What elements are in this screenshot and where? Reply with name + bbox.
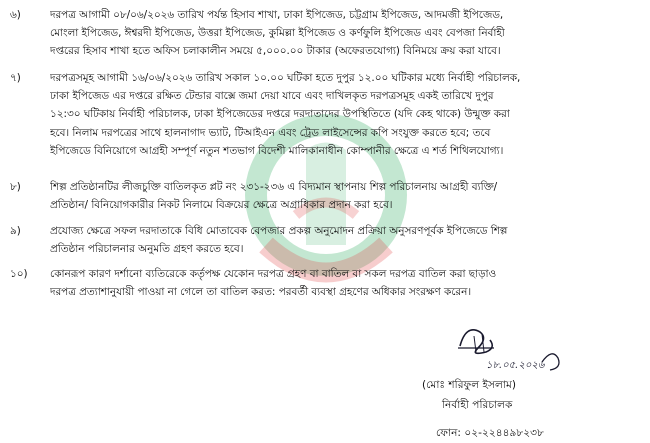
signatory-name: (মোঃ শরিফুল ইসলাম)	[422, 379, 517, 391]
clause-number: ৮)	[10, 181, 21, 193]
clause-10	[10, 265, 642, 301]
clause-line: প্রতিষ্ঠান/ বিনিয়োগকারীর নিকট নিলামে বিক্রয়ের ক্ষেত্রে অগ্রাধিকার প্রদান করা হবে।	[50, 199, 393, 212]
clause-text	[50, 69, 642, 160]
clause-number: ৬)	[10, 9, 21, 21]
clause-line: দরপত্র আগামী ০৮/০৬/২০২৬ তারিখ পর্যন্ত হিসাব শাখা, ঢাকা ইপিজেড, চট্টগ্রাম ইপিজেড, আদমজী ইপিজেড,	[50, 9, 504, 21]
clause-line: দরপত্রসমূহ আগামী ১৬/০৬/২০২৬ তারিখ সকাল ১০.০০ ঘটিকা হতে দুপুর ১২.০০ ঘটিকার মধ্যে নির্বাহী পরিচালক,	[50, 72, 521, 84]
clause-line: ১২:৩০ ঘটিকায় নির্বাহী পরিচালক, ঢাকা ইপিজেডের দপ্তরে দরদাতাদের উপস্থিতিতে (যদি কেহ থাকে) উন্মুক্ত করা	[50, 108, 510, 121]
clause-text	[50, 222, 642, 258]
clause-number: ৯)	[10, 225, 21, 237]
clause-line: প্রতিষ্ঠান পরিচালনার অনুমতি গ্রহণ করতে হবে।	[50, 243, 244, 256]
clause-number: ৭)	[10, 72, 21, 84]
clause-line: হবে। নিলাম দরপত্রের সাথে হালনাগাদ ভ্যাট, টিআইএন এবং ট্রেড লাইসেন্সের কপি সংযুক্ত করতে হবে; তবে	[50, 126, 491, 139]
clause-line: দপ্তরের হিসাব শাখা হতে অফিস চলাকালীন সময়ে ৫,০০০.০০ টাকার (অফেরতযোগ্য) বিনিময়ে ক্রয় করা যাবে।	[50, 45, 501, 58]
clause-line: ঢাকা ইপিজেড এর দপ্তরে রক্ষিত টেন্ডার বাক্সে জমা দেয়া যাবে এবং দাখিলকৃত দরপত্রসমূহ একই তারিখে দুপুর	[50, 90, 494, 103]
clause-line: মোংলা ইপিজেড, ঈশ্বরদী ইপিজেড, উত্তরা ইপিজেড, কুমিল্লা ইপিজেড ও কর্ণফুলি ইপিজেড এবং বেপজা নির্বাহী	[50, 27, 505, 40]
clause-line: কোনরূপ কারণ দর্শানো ব্যতিরেকে কর্তৃপক্ষ যেকোন দরপত্র গ্রহণ বা বাতিল বা সকল দরপত্র বাতিল করা ছাড়াও	[50, 268, 497, 280]
clause-9	[10, 222, 642, 258]
clause-line: ইপিজেডে বিনিয়োগে আগ্রহী সম্পূর্ণ নতুন শতভাগ বিদেশী মালিকানাধীন কোম্পানীর ক্ষেত্রে এ শর্ত শিথিলযোগ্য।	[50, 144, 504, 157]
signatory-phone: ফোন: ০২-২২৪৪৯৮২৩৮	[436, 427, 544, 439]
clause-8	[10, 178, 642, 214]
clause-line: দরপত্র প্রত্যাশানুযায়ী পাওয়া না গেলে তা বাতিল করত: পরবর্তী ব্যবস্থা গ্রহণের অধিকার সংরক্ষণ করেন।	[50, 286, 472, 299]
clause-number: ১০)	[10, 268, 28, 280]
clause-6	[10, 6, 642, 61]
signatory-title: নির্বাহী পরিচালক	[442, 399, 513, 411]
clause-line: শিল্প প্রতিষ্ঠানটির লীজচুক্তি বাতিলকৃত প্লট নং ২৩১-২৩৬ এ বিদ্যমান স্থাপনায় শিল্প পরিচালনায় আগ্রহী ব্যক্তি/	[50, 181, 498, 193]
svg-text:১৮.০৫.২০২৬: ১৮.০৫.২০২৬	[486, 360, 545, 371]
clause-line: প্রযোজ্য ক্ষেত্রে সফল দরদাতাকে বিধি মোতাবেক বেপজার প্রকল্প অনুমোদন প্রক্রিয়া অনুসরণপূর্বক ইপিজেডে শিল্প	[50, 225, 508, 237]
clause-7	[10, 69, 642, 160]
clause-text	[50, 265, 642, 301]
clause-text	[50, 178, 642, 214]
clause-text	[50, 6, 642, 61]
handwritten-signature	[430, 318, 580, 376]
